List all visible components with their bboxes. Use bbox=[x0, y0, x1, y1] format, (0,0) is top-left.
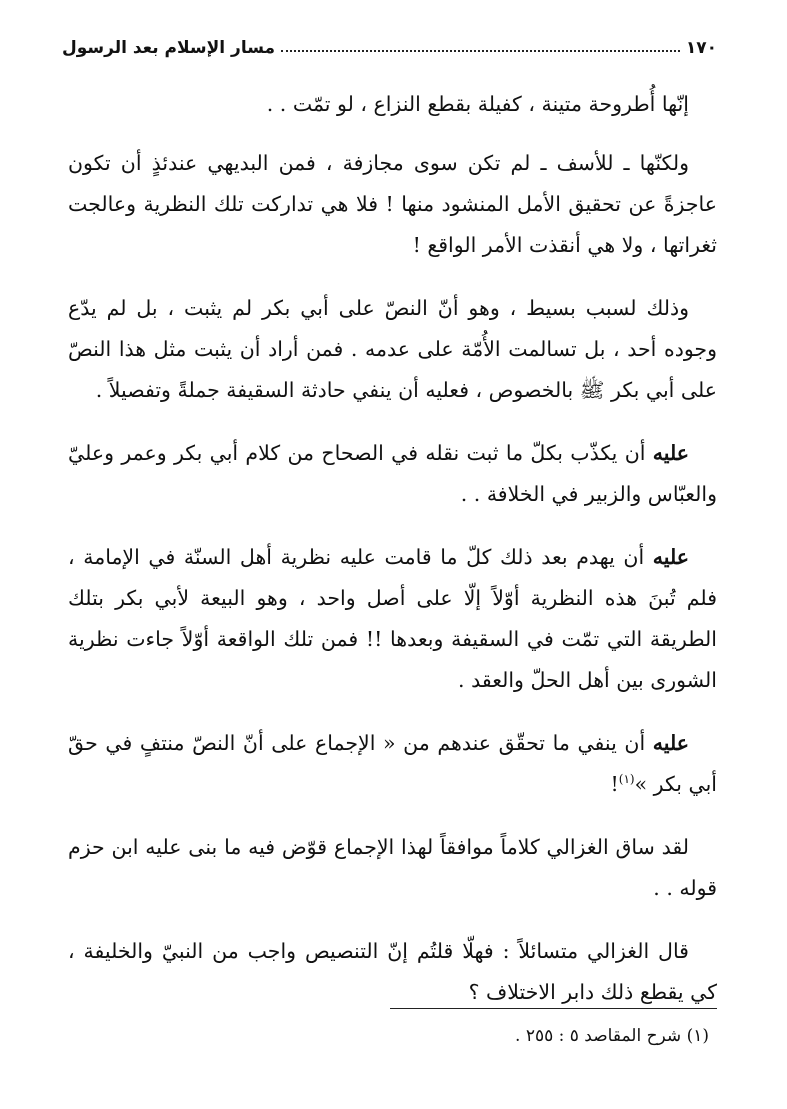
paragraph bbox=[68, 723, 717, 805]
paragraph-lead: عليه bbox=[652, 731, 689, 755]
paragraph-text: ولكنّها ـ للأسف ـ لم تكن سوى مجازفة ، فمن البديهي عندئذٍ أن تكون عاجزةً عن تحقيق الأمل المنشود منها ! فلا هي تداركت تلك النظرية وعالجت ثغراتها ، ولا هي أنقذت الأمر الواقع ! bbox=[68, 151, 717, 257]
paragraph-text: لقد ساق الغزالي كلاماً موافقاً لهذا الإجماع قوّض فيه ما بنى عليه ابن حزم قوله . . bbox=[68, 835, 717, 900]
book-title: مسار الإسلام بعد الرسول bbox=[62, 38, 276, 58]
paragraph-lead: عليه bbox=[652, 441, 689, 465]
paragraph bbox=[68, 827, 717, 909]
page-number: ١٧٠ bbox=[685, 38, 717, 58]
footnote: (١) شرح المقاصد ٥ : ٢٥٥ . bbox=[515, 1026, 709, 1046]
paragraph bbox=[68, 931, 717, 1013]
footnote-divider bbox=[390, 1008, 717, 1009]
paragraph-lead: عليه bbox=[652, 545, 689, 569]
paragraph bbox=[68, 537, 717, 701]
paragraph-text: أن ينفي ما تحقّق عندهم من « الإجماع على أنّ النصّ منتفٍ في حقّ أبي بكر » bbox=[68, 731, 717, 796]
paragraph-tail: ! bbox=[610, 772, 619, 796]
header-dot-leader bbox=[281, 50, 680, 52]
paragraph bbox=[68, 143, 717, 266]
body-text bbox=[68, 84, 717, 1035]
running-header bbox=[62, 32, 717, 58]
paragraph bbox=[68, 433, 717, 515]
paragraph-text: أن يهدم بعد ذلك كلّ ما قامت عليه نظرية أهل السنّة في الإمامة ، فلم تُبنَ هذه النظرية أوّلاً إلّا على أصل واحد ، وهو البيعة لأبي بكر بتلك الطريقة التي تمّت في السقيفة وبعدها !! فمن تلك الواقعة أوّلاً جاءت نظرية الشورى بين أهل الحلّ والعقد . bbox=[68, 545, 717, 692]
paragraph-text: قال الغزالي متسائلاً : فهلّا قلتُم إنّ التنصيص واجب من النبيّ والخليفة ، كي يقطع ذلك دابر الاختلاف ؟ bbox=[68, 939, 717, 1004]
paragraph bbox=[68, 288, 717, 411]
paragraph-text: وذلك لسبب بسيط ، وهو أنّ النصّ على أبي بكر لم يثبت ، بل لم يدّع وجوده أحد ، بل تسالمت الأُمّة على عدمه . فمن أراد أن يثبت مثل هذا النصّ على أبي بكر ﷺ بالخصوص ، فعليه أن ينفي حادثة السقيفة جملةً وتفصيلاً . bbox=[68, 296, 717, 402]
paragraph-text: أن يكذّب بكلّ ما ثبت نقله في الصحاح من كلام أبي بكر وعمر وعليّ والعبّاس والزبير في الخلافة . . bbox=[68, 441, 717, 506]
footnote-ref[interactable]: (١) bbox=[618, 772, 635, 787]
paragraph bbox=[68, 84, 717, 125]
paragraph-text: إنّها أُطروحة متينة ، كفيلة بقطع النزاع ، لو تمّت . . bbox=[266, 92, 689, 116]
